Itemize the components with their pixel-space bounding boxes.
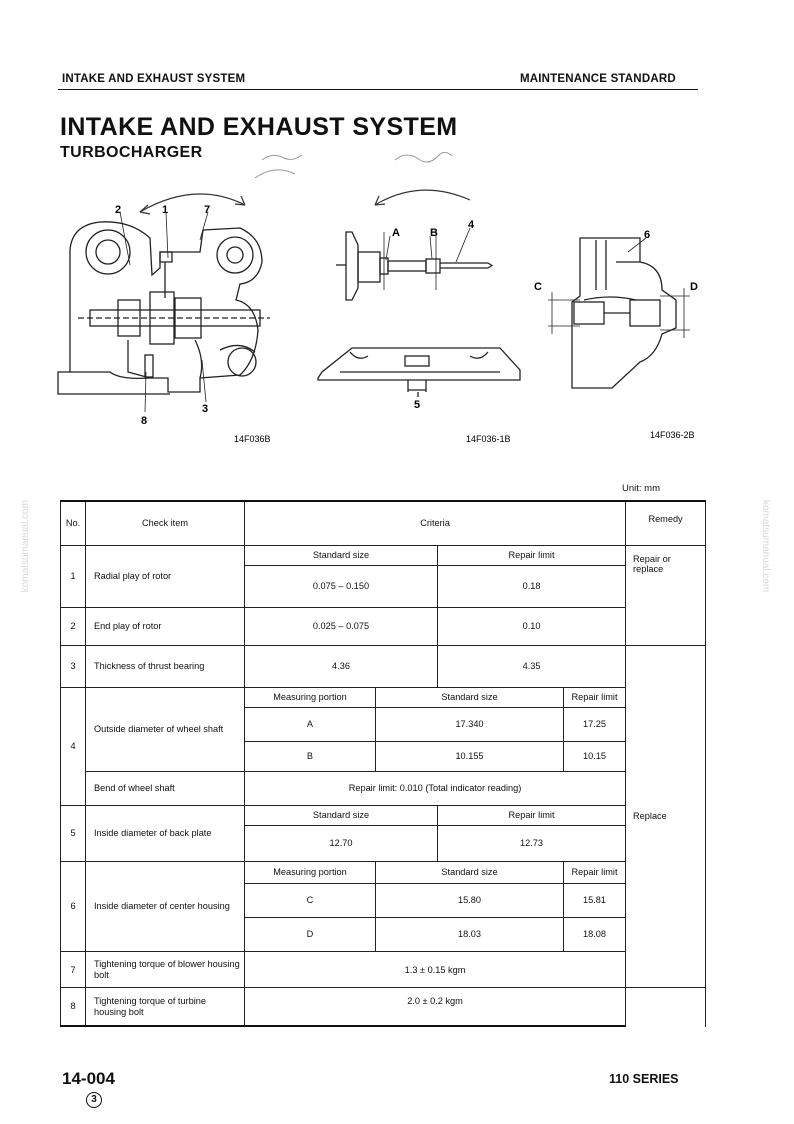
callout-6: 6	[644, 229, 651, 241]
revision-mark: 3	[86, 1092, 102, 1108]
row-6c-std: 15.80	[376, 884, 564, 918]
unit-label: Unit: mm	[622, 483, 660, 494]
row-6d-std: 18.03	[376, 918, 564, 952]
row-2-limit: 0.10	[438, 607, 626, 645]
callout-2: 2	[115, 204, 122, 216]
row-4a-limit: 17.25	[564, 707, 626, 741]
header-no: No.	[61, 501, 86, 545]
row-6c-portion: C	[245, 884, 376, 918]
row-1-limit-header: Repair limit	[438, 545, 626, 565]
row-4b-portion: B	[245, 741, 376, 771]
figure-code-2: 14F036-1B	[466, 434, 511, 444]
callout-3: 3	[202, 403, 209, 415]
row-6c-limit: 15.81	[564, 884, 626, 918]
row-6-portion-header: Measuring portion	[245, 862, 376, 884]
remedy-replace: Replace	[626, 645, 706, 988]
page-number: 14-004	[62, 1069, 115, 1088]
row-6-limit-header: Repair limit	[564, 862, 626, 884]
row-2-item: End play of rotor	[86, 607, 245, 645]
turbocharger-figures	[0, 0, 794, 470]
table-row	[61, 771, 706, 805]
callout-5: 5	[414, 399, 421, 411]
turbocharger-section-leaders	[120, 212, 208, 412]
remedy-repair-or-replace: Repair or replace	[626, 545, 706, 645]
handwritten-annotation	[255, 152, 452, 178]
row-8-item: Tightening torque of turbine housing bolt	[86, 988, 245, 1026]
row-3-no: 3	[61, 645, 86, 687]
row-1-limit: 0.18	[438, 565, 626, 607]
row-6d-portion: D	[245, 918, 376, 952]
row-3-std: 4.36	[245, 645, 438, 687]
table-row	[61, 806, 706, 826]
table-row	[61, 645, 706, 687]
series-label: 110 SERIES	[609, 1072, 679, 1086]
callout-7: 7	[204, 204, 211, 216]
row-4b-limit: 10.15	[564, 741, 626, 771]
table-row	[61, 862, 706, 884]
row-5-limit-header: Repair limit	[438, 806, 626, 826]
header-remedy: Remedy	[626, 501, 706, 545]
row-5-item: Inside diameter of back plate	[86, 806, 245, 862]
row-1-std-header: Standard size	[245, 545, 438, 565]
row-6-no: 6	[61, 862, 86, 952]
center-housing-drawing	[572, 238, 676, 388]
watermark-left: komatsumanual.com	[20, 500, 31, 593]
row-3-item: Thickness of thrust bearing	[86, 645, 245, 687]
row-4-std-header: Standard size	[376, 687, 564, 707]
row-5-no: 5	[61, 806, 86, 862]
back-plate-drawing	[318, 348, 520, 397]
table-row	[61, 607, 706, 645]
row-2-no: 2	[61, 607, 86, 645]
figure-code-1: 14F036B	[234, 434, 271, 444]
center-housing-dimensions	[548, 238, 690, 338]
table-row	[61, 952, 706, 988]
row-2-std: 0.025 – 0.075	[245, 607, 438, 645]
callout-b: B	[430, 227, 438, 239]
row-1-no: 1	[61, 545, 86, 607]
row-4-portion-header: Measuring portion	[245, 687, 376, 707]
row-4a-portion: A	[245, 707, 376, 741]
header-section: INTAKE AND EXHAUST SYSTEM	[62, 73, 246, 85]
turbocharger-section-drawing	[58, 222, 270, 394]
row-7-criteria: 1.3 ± 0.15 kgm	[245, 952, 626, 988]
wheel-shaft-drawing	[336, 232, 492, 300]
page-title: INTAKE AND EXHAUST SYSTEM	[60, 113, 458, 141]
row-4-bend-item: Bend of wheel shaft	[86, 771, 245, 805]
callout-a: A	[392, 227, 400, 239]
row-3-limit: 4.35	[438, 645, 626, 687]
table-row	[61, 687, 706, 707]
maintenance-standard-table	[60, 500, 706, 1027]
row-7-item: Tightening torque of blower housing bolt	[86, 952, 245, 988]
header-check-item: Check item	[86, 501, 245, 545]
callout-1: 1	[162, 204, 169, 216]
row-4-item: Outside diameter of wheel shaft	[86, 687, 245, 771]
row-6-std-header: Standard size	[376, 862, 564, 884]
row-5-std-header: Standard size	[245, 806, 438, 826]
row-5-limit: 12.73	[438, 826, 626, 862]
row-8-criteria: 2.0 ± 0.2 kgm	[245, 988, 626, 1026]
callout-4: 4	[468, 219, 475, 231]
row-4a-std: 17.340	[376, 707, 564, 741]
row-4-limit-header: Repair limit	[564, 687, 626, 707]
row-5-std: 12.70	[245, 826, 438, 862]
table-header-row	[61, 501, 706, 545]
table-row	[61, 545, 706, 565]
callout-d: D	[690, 281, 698, 293]
watermark-right: komatsumanual.com	[760, 500, 771, 593]
row-7-no: 7	[61, 952, 86, 988]
page-subtitle: TURBOCHARGER	[60, 144, 203, 161]
row-6-item: Inside diameter of center housing	[86, 862, 245, 952]
row-6d-limit: 18.08	[564, 918, 626, 952]
row-4-bend-criteria: Repair limit: 0.010 (Total indicator reading)	[245, 771, 626, 805]
row-4-no: 4	[61, 687, 86, 805]
table-row	[61, 988, 706, 1026]
callout-c: C	[534, 281, 542, 293]
row-1-std: 0.075 – 0.150	[245, 565, 438, 607]
callout-8: 8	[141, 415, 148, 427]
header-doc-type: MAINTENANCE STANDARD	[520, 73, 676, 85]
header-criteria: Criteria	[245, 501, 626, 545]
row-4b-std: 10.155	[376, 741, 564, 771]
figure-code-3: 14F036-2B	[650, 430, 695, 440]
row-8-no: 8	[61, 988, 86, 1026]
rotation-arrows	[140, 190, 470, 214]
row-1-item: Radial play of rotor	[86, 545, 245, 607]
